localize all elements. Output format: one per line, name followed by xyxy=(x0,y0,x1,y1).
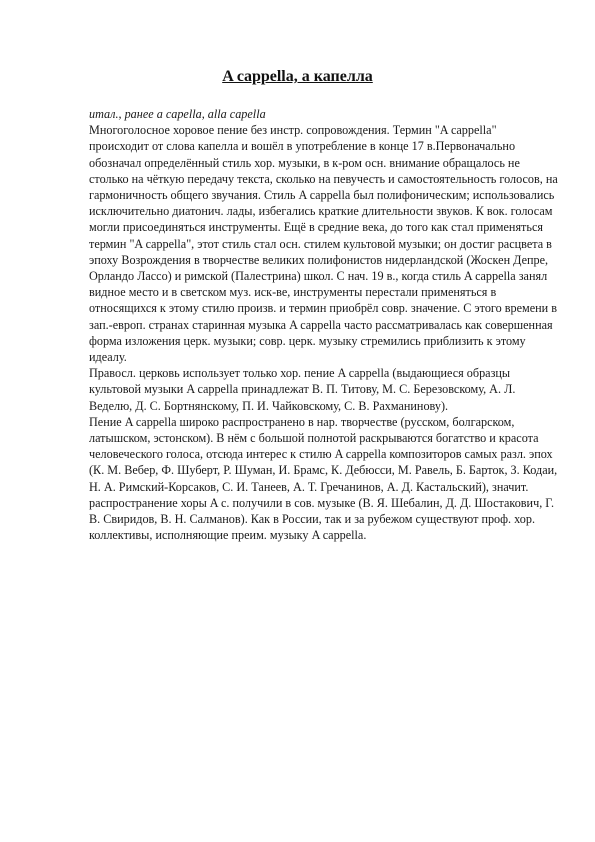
etymology-subtitle: итал., ранее a capella, alla capella xyxy=(89,107,266,121)
article-body xyxy=(89,106,559,543)
paragraph-definition: Многоголосное хоровое пение без инстр. сопровождения. Термин "A cappella" происходит от слова капелла и вошёл в употребление в конце 17 в.Первоначально обозначал определённый стиль хор. музыки, в к-ром осн. внимание обращалось не столько на чёткую передачу текста, сколько на певучесть и самостоятельность голосов, на гармоничность общего звучания. Стиль A cappella был полифоническим; использовались исключительно диатонич. лады, избегались краткие длительности звуков. К вок. голосам могли присоединяться инструменты. Ещё в средние века, до того как стал применяться термин "A cappella", этот стиль стал осн. стилем культовой музыки; он достиг расцвета в эпоху Возрождения в творчестве великих полифонистов нидерландской (Жоскен Депре, Орландо Лассо) и римской (Палестрина) школ. С нач. 19 в., когда стиль A cappella занял видное место и в светском муз. иск-ве, инструменты перестали применяться в относящихся к этому стилю произв. и термин приобрёл совр. значение. С этого времени в зап.-европ. странах старинная музыка A cappella часто рассматривалась как совершенная форма изложения церк. музыки; совр. церк. музыку стремились приблизить к этому идеалу. xyxy=(89,123,558,365)
page-title: A cappella, a капелла xyxy=(222,68,373,85)
paragraph-orthodox-church: Правосл. церковь использует только хор. пение A cappella (выдающиеся образцы культовой музыки A cappella принадлежат В. П. Титову, М. С. Березовскому, А. Л. Веделю, Д. С. Бортнянскому, П. И. Чайковскому, С. В. Рахманинову). xyxy=(89,366,516,413)
paragraph-folk-and-composers: Пение A cappella широко распространено в нар. творчестве (русском, болгарском, латышском, эстонском). В нём с большой полнотой раскрываются богатство и красота человеческого голоса, отсюда интерес к стилю A cappella композиторов самых разл. эпох (К. М. Вебер, Ф. Шуберт, Р. Шуман, И. Брамс, К. Дебюсси, М. Равель, Б. Барток, З. Кодаи, Н. А. Римский-Корсаков, С. И. Танеев, А. Т. Гречанинов, А. Д. Кастальский), значит. распространение хоры A c. получили в сов. музыке (В. Я. Шебалин, Д. Д. Шостакович, Г. В. Свиридов, В. Н. Салманов). Как в России, так и за рубежом существуют проф. хор. коллективы, исполняющие преим. музыку A cappella. xyxy=(89,414,558,543)
